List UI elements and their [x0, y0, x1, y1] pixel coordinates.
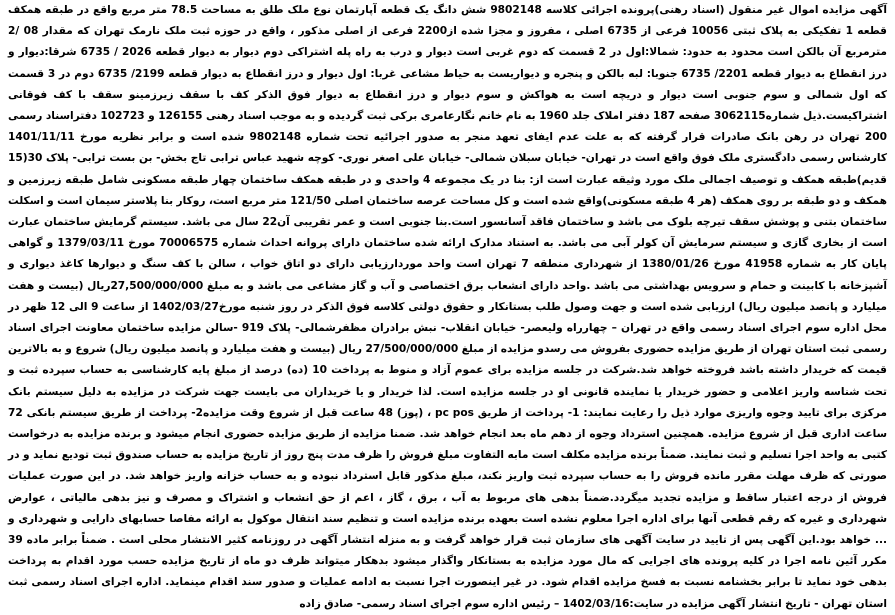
notice-text	[8, 0, 887, 615]
notice-body-text: شش دانگ یک قطعه آپارتمان نوع ملک طلق به مساحت 78.5 متر مربع واقع در طبقه همکف قطعه 1 تفکیکی به پلاک ثبتی 10056 فرعی از 6735 اصلی ، مفروز و مجزا شده از2200 فرعی از اصلی مذکور ، واقع در حوزه ثبت ملک نارمک تهران که مقدار 08 /2 مترمربع آن بالکن است محدود به حدود: شمالا:اول در 2 قسمت که دوم غربی است دیوار و درب به راه پله اشتراکی دوم دیوار به دیوار قطعه 2026 / 6735 شرقا:دیوار و درز انقطاع به دیوار قطعه 2201/ 6735 جنوبا: لبه بالکن و پنجره و دیواریست به حیاط مشاعی غربا: اول دیوار و درز انقطاع به دیوار قطعه 2199/ 6735 دوم در 3 قسمت که اول شمالی و سوم جنوبی است دیوار و دریچه است به هواکش و سوم دیوار و درز انقطاع به دیوار فوق الذکر کف با سقف زیرزمینو سقف با کف فوقانی اشتراکیست.ذیل شماره3062115 صفحه 187 دفتر املاک جلد 1960 به نام خانم نگارعامری برکی ثبت گردیده و به موجب اسناد رهنی 126155 و 102723 دفتراسناد رسمی 200 تهران در رهن بانک صادرات قرار گرفته که به علت عدم ایفای تعهد منجر به صدور اجرائیه تحت شماره 9802148 شده است و برابر نظریه مورخ 1401/11/11 کارشناس رسمی دادگستری ملک فوق واقع است در تهران- خیابان سبلان شمالی- خیابان علی اصغر نوری- کوچه شهید عباس ترابی تاج بخش- بن بست ترابی- پلاک 30(15 قدیم)طبقه همکف و توصیف اجمالی ملک مورد وثیقه عبارت است از: بنا در یک مجموعه 4 واحدی و در طبقه همکف ساختمان چهار طبقه مسکونی شامل طبقه زیرزمین و همکف و دو طبقه بر روی همکف (هر 4 طبقه مسکونی)واقع شده است و کل مساحت عرصه ساختمان اصلی 121/50 متر مربع است، روکار بنا پلاستر سیمان است و اسکلت ساختمان بتنی و پوشش سقف تیرچه بلوک می باشد و ساختمان فاقد آسانسور است.بنا جنوبی است و عمر تقریبی آن22 سال می باشد. سیستم گرمایش ساختمان عبارت است از بخاری گازی و سیستم سرمایش آن کولر آبی می باشد. به استناد مدارک ارائه شده ساختمان دارای پروانه احداث شماره 70006575 مورخ 1379/03/11 و گواهی پایان کار به شماره 41958 مورخ 1380/01/26 از شهرداری منطقه 7 تهران است واحد موردارزیابی دارای دو اتاق خواب ، سالن با کف سنگ و دیوارها کاغذ دیواری و آشپزخانه با کابینت و حمام و سرویس بهداشتی می باشد .واحد دارای انشعاب برق اختصاصی و آب و گاز مشاعی می باشد و به مبلغ 27,500/000/000ریال (بیست و هفت میلیارد و پانصد میلیون ریال) ارزیابی شده است و جهت وصول طلب بستانکار و حقوق دولتی کلاسه فوق الذکر در روز شنبه مورخ1402/03/27 از ساعت 9 الی 12 ظهر در محل اداره سوم اجرای اسناد رسمی واقع در تهران – چهارراه ولیعصر- خیابان انقلاب- نبش برادران مظفرشمالی- پلاک 919 -سالن مزایده ساختمان معاونت اجرای اسناد رسمی ثبت استان تهران از طریق مزایده حضوری بفروش می رسدو مزایده از مبلغ 27/500/000/000 ریال (بیست و هفت میلیارد و پانصد میلیون ریال) شروع و به بالاترین قیمت که خریدار داشته باشد فروخته خواهد شد.شرکت در جلسه مزایده برای عموم آزاد و منوط به پرداخت 10 (ده) درصد از مبلغ پایه کارشناسی به حساب سپرده ثبت و تحت شناسه واریز اعلامی و حضور خریدار یا نماینده قانونی او در جلسه مزایده است. لذا خریدار و یا خریداران می بایست جهت شرکت در مزایده به دلیل سیستم بانک مرکزی برای تایید وجوه واریزی موارد ذیل را رعایت نمایند: 1- پرداخت از طریق pc pos ، (پوز) 48 ساعت قبل از شروع وقت مزایده2- پرداخت از طریق سیستم بانکی 72 ساعت اداری قبل از شروع مزایده. همچنین استرداد وجوه از دهم ماه بعد انجام خواهد شد. ضمنا مزایده از طریق مزایده حضوری انجام میشود و برنده مزایده به درخواست کتبی به واحد اجرا تسلیم و ثبت نمایند. ضمناً برنده مزایده مکلف است مابه التفاوت مبلغ فروش را ظرف مدت پنج روز از تاریخ مزایده به حساب صندوق ثبت تودیع نماید و در صورتی که ظرف مهلت مقرر مانده فروش را به حساب سپرده ثبت واریز نکند، مبلغ مذکور قابل استرداد نبوده و به حساب خزانه واریز خواهد شد. در این صورت عملیات فروش از درجه اعتبار ساقط و مزایده تجدید میگردد.ضمناً بدهی های مربوط به آب ، برق ، گاز ، اعم از حق انشعاب و اشتراک و مصرف و نیز بدهی مالیاتی ، عوارض شهرداری و غیره که رقم قطعی آنها برای اداره اجرا معلوم نشده است بعهده برنده مزایده است و تنظیم سند انتقال موکول به ارائه مفاصا حسابهای دارایی و شهرداری و ... خواهد بود.این آگهی پس از تایید در سایت آگهی های سازمان ثبت قرار خواهد گرفت و به منزله انتشار آگهی در روزنامه کثیر الانتشار محلی است . ضمناً برابر ماده 39 مکرر آئین نامه اجرا در کلیه پرونده های اجرایی که مال مورد مزایده به بستانکار واگذار میشود بدهکار میتواند ظرف دو ماه از تاریخ مزایده حسب مورد اقدام به پرداخت بدهی خود نماید تا برابر بخشنامه نسبت به فسخ مزایده اقدام شود. در غیر اینصورت اجرا نسبت به ادامه عملیات و صدور سند اقدام مینماید.	[8, 4, 888, 589]
notice-title: آگهی مزایده اموال غیر منقول (اسناد رهنی)پرونده اجرائی کلاسه 9802148	[490, 4, 888, 16]
notice-footer: اداره اجرای اسناد رسمی ثبت استان تهران - تاریخ انتشار آگهی مزایده در سایت:1402/03/16 – رئیس اداره سوم اجرای اسناد رسمی- صادق زاده	[8, 576, 887, 610]
